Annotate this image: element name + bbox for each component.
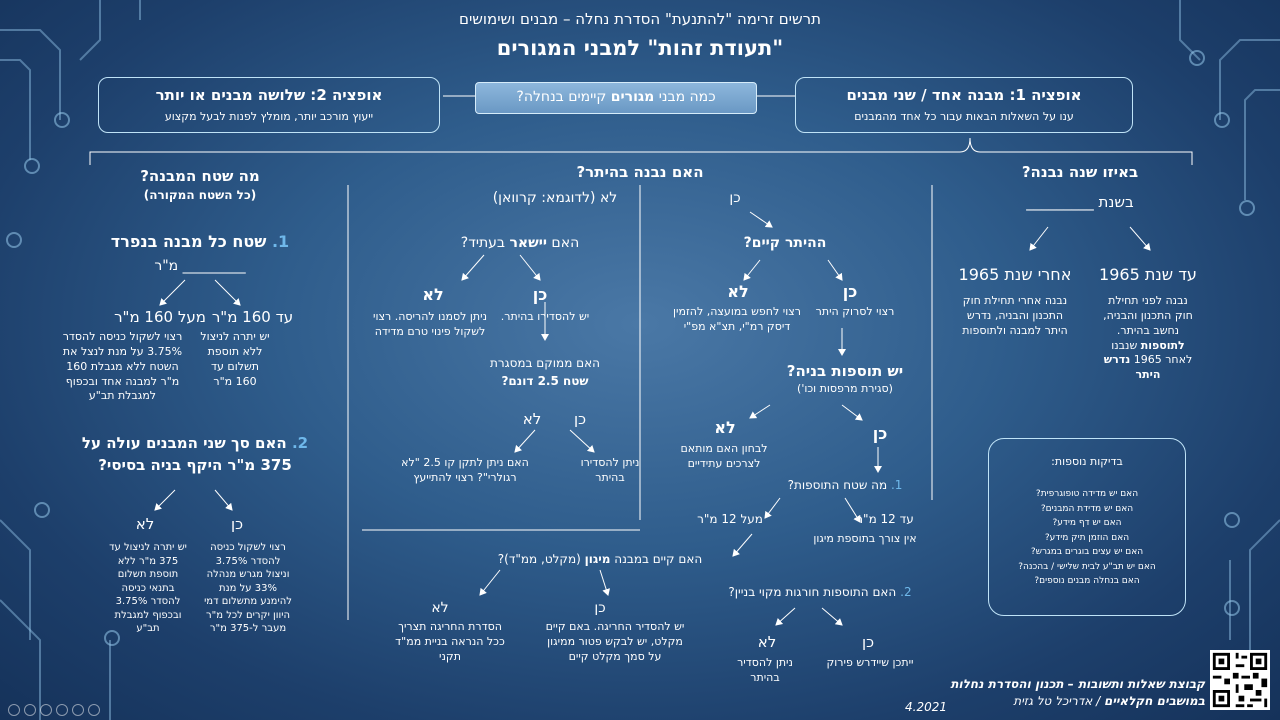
additions-sub: (סגירת מרפסות וכו') xyxy=(797,382,893,395)
option2-box xyxy=(98,77,440,133)
area-q2: 2. האם סך שני המבנים עולה על 375 מ"ר היקף בניה בסיסי? xyxy=(81,434,309,474)
page-title: "תעודת זהות" למבני המגורים xyxy=(496,36,784,60)
until-1965-label: עד שנת 1965 xyxy=(1099,265,1197,284)
year-fill: בשנת _________ xyxy=(1026,193,1134,211)
over160-label: מעל 160 מ"ר xyxy=(114,308,206,326)
future-yes: כן xyxy=(532,285,548,304)
zone-no: לא xyxy=(522,410,542,428)
area-fill: _________ מ"ר xyxy=(154,258,246,274)
option2-text: ייעוץ מורכב יותר, מומלץ לפנות לבעל מקצוע xyxy=(164,110,374,123)
center-question: כמה מבני מגורים קיימים בנחלה? xyxy=(516,89,716,105)
total-yes-text: רצוי לשקול כניסה להסדר 3.75% וניצול מגרש מנהלה 33% על מנת להימנע מתשלום דמי היוון יקרים לכל מ"ר מעבר ל-375 מ"ר xyxy=(204,542,292,634)
footer-line2: במושבים חקלאיים / אדריכל טל גזית xyxy=(1013,694,1205,708)
shelter-yes-text: יש להסדיר החריגה. באם קיים מקלט, יש לבקש פטור ממיגון על סמך מקלט קיים xyxy=(545,620,685,663)
more-options-icon[interactable] xyxy=(88,704,100,716)
extra-checks-list xyxy=(989,487,1185,589)
future-no: לא xyxy=(422,285,444,304)
exists-no: לא xyxy=(727,282,749,301)
exceed-yes: כן xyxy=(861,633,875,651)
area-question: מה שטח המבנה? xyxy=(140,167,260,185)
check-item: האם יש דף מידע? xyxy=(1052,518,1122,528)
additions-area-question: 1. מה שטח התוספות? xyxy=(787,478,903,492)
qr-code-graphic xyxy=(1210,650,1270,710)
option2-title: אופציה 2: שלושה מבנים או יותר xyxy=(155,86,383,104)
area-question-sub: (כל השטח המקורה) xyxy=(143,188,257,202)
footer-date: 4.2021 xyxy=(905,700,947,714)
additions-no-text: לבחון האם מותאם לצרכים עתידיים xyxy=(680,442,768,470)
check-item: האם יש מדידה טופוגרפית? xyxy=(1035,489,1139,499)
area-q1: 1. שטח כל מבנה בנפרד xyxy=(110,232,290,251)
future-yes-text: יש להסדירו בהיתר. xyxy=(500,310,590,323)
check-item: האם בנחלה מבנים נוספים? xyxy=(1034,576,1140,586)
total-no-text: יש יתרה לניצול עד 375 מ"ר ללא תוספת תשלום בתנאי כניסה להסדר 3.75% ובכפוף למגבלת תב"ע xyxy=(109,542,187,634)
upto12-label: עד 12 מ"ר xyxy=(856,512,914,526)
shelter-yes: כן xyxy=(594,600,606,616)
future-no-text: ניתן לסמנו להריסה. רצוי לשקול פינוי טרם מדידה xyxy=(373,310,487,338)
permit-yes: כן xyxy=(729,190,741,206)
zone-no-text: האם ניתן לתקן קו 2.5 "לא רגולרי"? רצוי להתייעץ xyxy=(401,456,529,484)
search-permit-text: רצוי לחפש במועצה, להזמין דיסק רמ"י, תצ"א מפ"י xyxy=(673,305,801,333)
next-slide-icon[interactable] xyxy=(24,704,36,716)
check-item: האם יש עצים בוגרים במגרש? xyxy=(1030,547,1144,557)
option1-title: אופציה 1: מבנה אחד / שני מבנים xyxy=(846,86,1082,104)
previous-slide-icon[interactable] xyxy=(8,704,20,716)
upto12-text: אין צורך בתוספת מיגון xyxy=(813,532,917,545)
until-1965-text: נבנה לפני תחילת חוק התכנון והבניה, נחשב בהיתר. לתוספות שנבנו לאחר 1965 נדרש היתר xyxy=(1103,294,1193,382)
upto160-text: יש יתרה לניצול ללא תוספת תשלום עד 160 מ"ר xyxy=(200,330,270,388)
permit-no-example: לא (לדוגמא: קרוואן) xyxy=(492,190,618,206)
after-1965-label: אחרי שנת 1965 xyxy=(958,265,1072,284)
check-item: האם יש תב"ע לבית שלישי / בהכנה? xyxy=(1018,561,1156,572)
option1-text: ענו על השאלות הבאות עבור כל אחד מהמבנים xyxy=(854,110,1074,123)
check-item: האם הוזמן תיק מידע? xyxy=(1044,532,1130,543)
exceed-no-text: ניתן להסדיר בהיתר xyxy=(737,656,793,684)
additions-no: לא xyxy=(714,418,736,437)
permit-exists-question: ההיתר קיים? xyxy=(743,235,827,251)
extra-checks-box xyxy=(988,438,1186,616)
shelter-no: לא xyxy=(431,600,449,616)
scan-permit-text: רצוי לסרוק היתר xyxy=(815,305,895,318)
additions-question: יש תוספות בניה? xyxy=(786,362,904,380)
over160-text: רצוי לשקול כניסה להסדר 3.75% על מנת לנצל את השטח ללא מגבלת 160 מ"ר למבנה אחד ובכפוף למגבלת תב"ע xyxy=(62,330,183,403)
upto160-label: עד 160 מ"ר xyxy=(211,308,294,326)
center-question-box xyxy=(475,82,757,114)
total-no: לא xyxy=(135,515,155,533)
additions-yes: כן xyxy=(872,424,888,443)
zoom-icon[interactable] xyxy=(72,704,84,716)
footer-line1: קבוצת שאלות ותשובות – תכנון והסדרת נחלות xyxy=(950,677,1205,691)
pen-icon[interactable] xyxy=(40,704,52,716)
exceed-no: לא xyxy=(757,633,777,651)
zone-yes-text: ניתן להסדירו בהיתר xyxy=(580,456,640,484)
option1-box xyxy=(795,77,1133,133)
after-1965-text: נבנה אחרי תחילת חוק התכנון והבניה, נדרש היתר למבנה ולתוספות xyxy=(962,294,1068,337)
over12-label: מעל 12 מ"ר xyxy=(697,512,763,526)
extra-checks-title: בדיקות נוספות: xyxy=(1051,455,1123,468)
exists-yes: כן xyxy=(842,282,858,301)
check-item: האם יש מדידת המבנים? xyxy=(1040,503,1134,514)
total-yes: כן xyxy=(230,515,244,533)
year-question: באיזו שנה נבנה? xyxy=(1021,163,1139,181)
shelter-no-text: הסדרת החריגה תצריך ככל הנראה בניית ממ"ד תקני xyxy=(395,620,505,663)
header-subtitle: תרשים זרימה "להתנעת" הסדרת נחלה – מבנים ושימושים xyxy=(458,10,821,28)
zone-yes: כן xyxy=(573,410,587,428)
zone-question: האם ממוקם במסגרת שטח 2.5 דונם? xyxy=(490,356,600,388)
slides-icon[interactable] xyxy=(56,704,68,716)
future-question: האם יישאר בעתיד? xyxy=(460,235,580,251)
exceed-question: 2. האם התוספות חורגות מקוי בניין? xyxy=(728,585,912,599)
exceed-yes-text: ייתכן שיידרש פירוק xyxy=(826,656,914,669)
qr-code[interactable] xyxy=(1210,650,1270,710)
permit-question: האם נבנה בהיתר? xyxy=(576,163,704,181)
shelter-question: האם קיים במבנה מיגון (מקלט, ממ"ד)? xyxy=(497,552,703,566)
